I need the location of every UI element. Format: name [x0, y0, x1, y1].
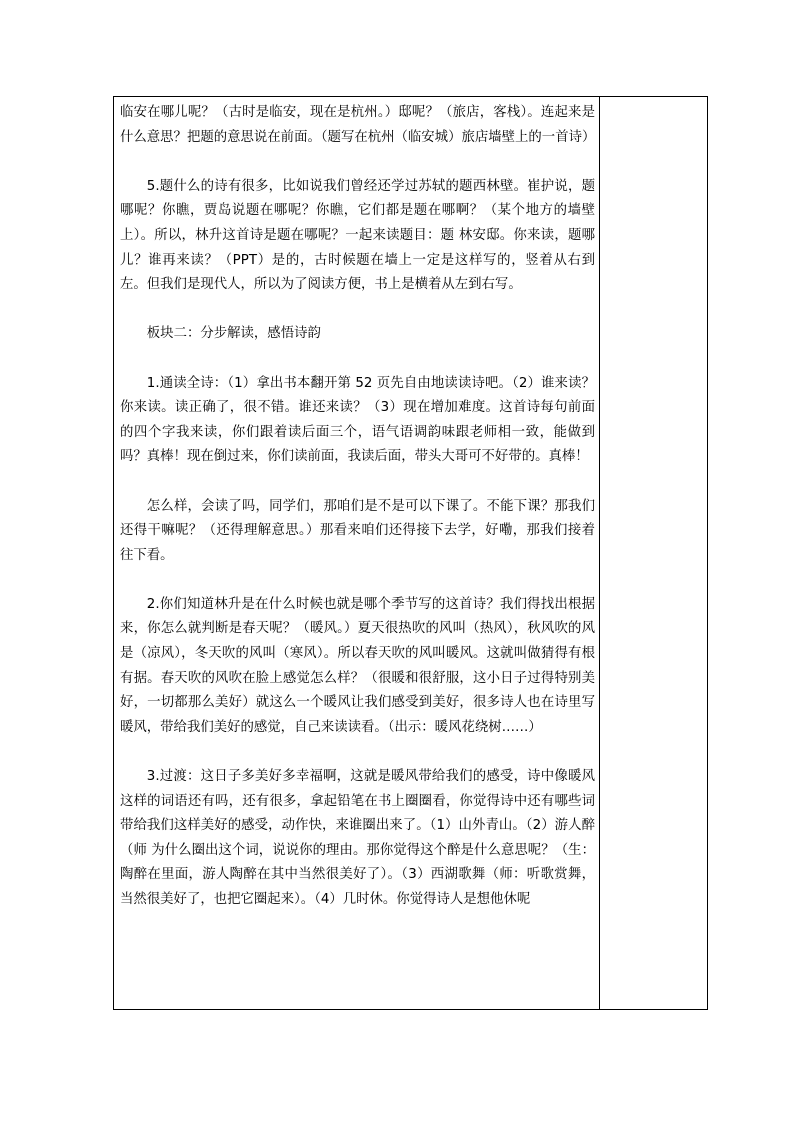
lesson-content-cell	[120, 101, 595, 913]
paragraph-step-3: 3.过渡：这日子多美好多幸福啊，这就是暖风带给我们的感受，诗中像暖风这样的词语还有吗，还有很多，拿起铅笔在书上圈圈看，你觉得诗中还有哪些词带给我们这样美好的感受，动作快，来谁圈出来了。（1）山外青山。（2）游人醉（师 为什么圈出这个词，说说你的理由。那你觉得这个醉是什么意思呢？（生：陶醉在里面，游人陶醉在其中当然很美好了）。（3）西湖歌舞（师：听歌赏舞，当然很美好了，也把它圈起来）。（4）几时休。你觉得诗人是想他休呢	[120, 769, 595, 907]
paragraph-step-1: 1.通读全诗：（1）拿出书本翻开第 52 页先自由地读读诗吧。（2）谁来读？你来读。读正确了，很不错。谁还来读？（3）现在增加难度。这首诗每句前面的四个字我来读，你们跟着读后面三个，语气语调韵味跟老师相一致，能做到吗？真棒！现在倒过来，你们读前面，我读后面，带头大哥可不好带的。真棒！	[120, 375, 595, 465]
paragraph-title-explanation: 临安在哪儿呢？（古时是临安，现在是杭州。）邸呢？（旅店，客栈）。连起来是什么意思？把题的意思说在前面。（题写在杭州（临安城）旅店墙壁上的一首诗）	[120, 105, 596, 145]
paragraph-step-5: 5.题什么的诗有很多，比如说我们曾经还学过苏轼的题西林壁。崔护说，题哪呢？你瞧，贾岛说题在哪呢？你瞧，它们都是题在哪啊？（某个地方的墙壁上）。所以，林升这首诗是题在哪呢？一起来读题目：题 林安邸。你来读，题哪儿？谁再来读？（PPT）是的，古时候题在墙上一定是这样写的，竖着从右到左。但我们是现代人，所以为了阅读方便，书上是横着从左到右写。	[120, 178, 595, 293]
paragraph-step-2: 2.你们知道林升是在什么时候也就是哪个季节写的这首诗？我们得找出根据来，你怎么就判断是春天呢？（暖风。）夏天很热吹的风叫（热风），秋风吹的风是（凉风），冬天吹的风叫（寒风）。所以春天吹的风叫暖风。这就叫做猜得有根有据。春天吹的风吹在脸上感觉怎么样？（很暖和很舒服，这小日子过得特别美好，一切都那么美好）就这么一个暖风让我们感受到美好，很多诗人也在诗里写暖风，带给我们美好的感觉，自己来读读看。（出示：暖风花绕树……）	[120, 596, 595, 735]
section-heading-part-2: 板块二：分步解读，感悟诗韵	[146, 326, 321, 342]
notes-cell	[600, 97, 707, 1009]
lesson-plan-table	[113, 96, 708, 1010]
paragraph-transition: 怎么样，会读了吗，同学们，那咱们是不是可以下课了。不能下课？那我们还得干嘛呢？（还得理解意思。）那看来咱们还得接下去学，好嘞，那我们接着往下看。	[120, 498, 595, 563]
